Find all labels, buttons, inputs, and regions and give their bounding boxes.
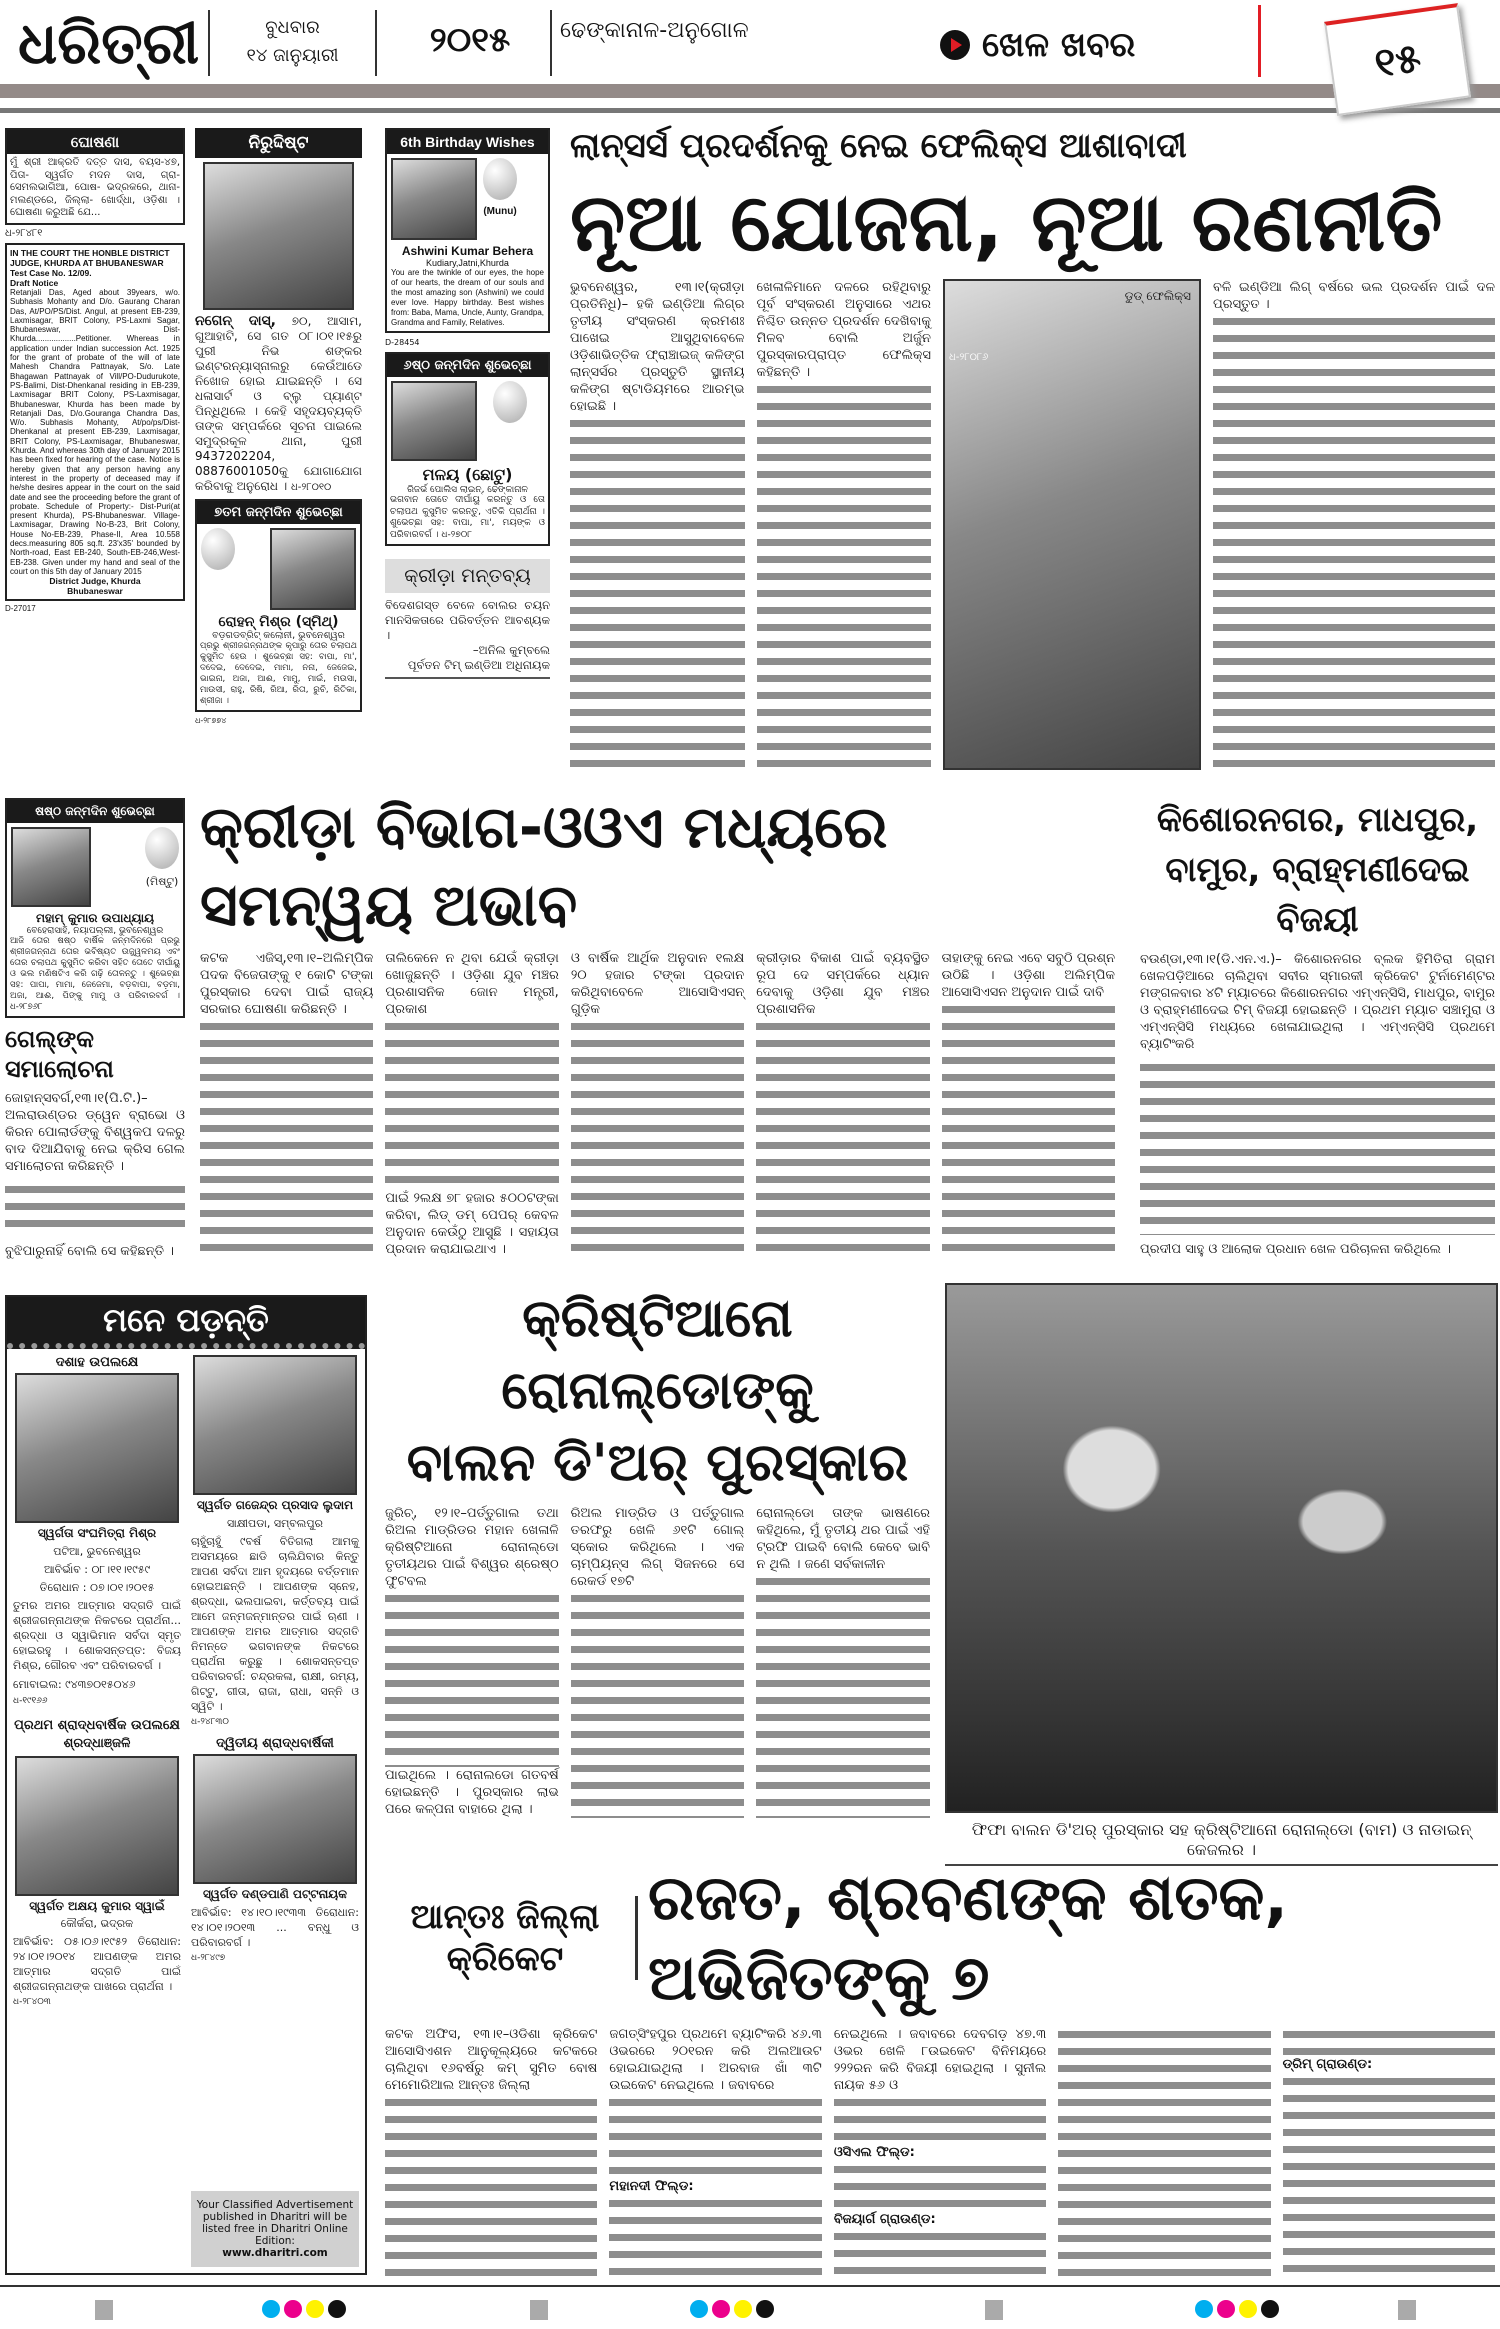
weekday: ବୁଧବାର — [265, 17, 320, 38]
registration-mark — [985, 2300, 1003, 2320]
cmyk-marks — [1195, 2300, 1279, 2318]
ad-ref: ଧ-୨୮୭୬୮ — [10, 1002, 43, 1012]
subhead: ମହାନଦୀ ଫିଲ୍ଡ: — [609, 2178, 694, 2194]
kicker-line-1: ଆନ୍ତଃ ଜିଲ୍ଲା — [410, 1897, 600, 1937]
ad-ref: ଧ-୨୭୦୮ — [441, 529, 472, 540]
text-lines — [834, 2161, 1046, 2211]
person-photo — [15, 1373, 179, 1523]
subhead: ଓସିଏଲ ଫିଲ୍ଡ: — [833, 2145, 915, 2160]
story2-last: ପାଇଁ ୨ଲକ୍ଷ ୭୮ ହଜାର ୫୦୦ଟଙ୍କା କରିବା, ଲିଡ୍ ଡମ୍ ପେପର୍ କେବଳ ଅନୁଦାନ କେଉଁଠୁ ଆସୁଛି । ସହାୟତା ପ୍ରଦାନ କରାଯାଇଥାଏ । — [385, 1191, 559, 1257]
story5-last: ପାଇଥିଲେ । ରୋନାଲଡୋ ଗତବର୍ଷ ହୋଇଛନ୍ତି । ପୁରସ୍କାର ଲାଭ ପରେ କଳ୍ପନା ବାହାରେ ଥିଲା । — [385, 1768, 559, 1817]
newspaper-logo: ଧରିତ୍ରୀ — [18, 9, 200, 77]
story5 — [385, 1283, 930, 1818]
person-photo — [193, 1355, 357, 1495]
text-lines — [1213, 313, 1495, 770]
story1-headline: ନୂଆ ଯୋଜନା, ନୂଆ ରଣନୀତି — [570, 176, 1443, 269]
memorial-text: ତୁମର ଅମର ଆତ୍ମାର ସଦ୍‌ଗତି ପାଇଁ ଶ୍ରୀଜଗନ୍ନାଥଙ୍କ ନିକଟରେ ପ୍ରାର୍ଥନା... ଶ୍ରଦ୍ଧା ଓ ସ୍ୱାଭିମାନ ସର୍ବଦା ସ୍ମୃତ ହୋଇରହୁ । ଶୋକସନ୍ତପ୍ତ: ବିଜୟ ମିଶ୍ର, ଗୌରବ ଏବଂ ପରିବାରବର୍ଗ । — [13, 1599, 181, 1672]
text-lines — [834, 2228, 1046, 2278]
child-place: ରିଜର୍ଭ ପୋଲିସ ଲାଇନ୍, ଢେଙ୍କାନାଳ — [407, 485, 528, 495]
text-lines — [756, 1018, 929, 1258]
missing-text — [195, 314, 362, 495]
person-name: ସ୍ୱର୍ଗତ ଗଜେନ୍ଦ୍ର ପ୍ରସାଦ ଲୁଦାମ — [196, 1498, 354, 1512]
story2-col5: ତାହାଙ୍କୁ ନେଇ ଏବେ ସବୁଠି ପ୍ରଶ୍ନ ଉଠିଛି । ଓଡ଼ିଶା ଅଲିମ୍ପିକ ଆସୋସିଏସନ ଅନୁଦାନ ପାଇଁ ଦାବି — [941, 951, 1116, 1000]
ad-text — [7, 936, 183, 1016]
story4-last: ବୁଝିପାରୁନାହିଁ ବୋଲି ସେ କହିଛନ୍ତି । — [5, 1244, 174, 1259]
subhead: ଡ୍ରିମ୍ ଗ୍ରାଉଣ୍ଡ: — [1282, 2057, 1373, 2072]
person-photo — [193, 1754, 357, 1884]
story6-col3: ନେଇଥିଲେ । ଜବାବରେ ଦେବଗଡ଼ ୪୭.୩ ଓଭର ଖେଳି ୮ଉଇକେଟ ବିନିମୟରେ ୨୨୨ରନ କରି ବିଜୟୀ ହୋଇଥିଲା । ସୁନୀଲ ନାୟକ ୫୬ ଓ — [833, 2027, 1047, 2093]
story6 — [385, 1858, 1495, 2278]
nickname: (ମିଷ୍ଟୁ) — [145, 875, 179, 888]
text-lines — [609, 2195, 821, 2279]
photo-caption: ଫିଫା ବାଲନ ଡି'ଅର୍ ପୁରସ୍କାର ସହ କ୍ରିଷ୍ଟିଆନୋ ରୋନାଲ୍ଡୋ (ବାମ) ଓ ନାଡାଇନ୍ କେଜଲର । — [945, 1820, 1498, 1866]
magenta-dot — [284, 2300, 302, 2318]
black-dot — [1261, 2300, 1279, 2318]
occasion: ଦ୍ୱିତୀୟ ଶ୍ରାଦ୍ଧବାର୍ଷିକୀ — [216, 1736, 334, 1751]
death-date: ତିରୋଧାନ : ୦୭।୦୧।୨୦୧୫ — [39, 1581, 155, 1594]
story2-col4: କ୍ରୀଡ଼ାର ବିକାଶ ପାଇଁ ବ୍ୟବସ୍ଥିତ ରୂପ ଦେ ସମ୍ପର୍କରେ ଧ୍ୟାନ ଦେବାକୁ ଓଡ଼ିଶା ଯୁବ ମଞ୍ଚର ପ୍ରଶାସନିକ — [756, 951, 930, 1017]
left-column-row2 — [5, 798, 185, 1260]
story5-headline — [385, 1283, 930, 1499]
text-lines — [609, 2094, 821, 2178]
text-lines — [834, 2094, 1046, 2144]
notice-type: Draft Notice — [10, 278, 59, 288]
signature-place: Bhubaneswar — [67, 586, 123, 597]
memorial-text: ଆବିର୍ଭାବ: ୧୪।୧୦।୧୯୩୩ ତିରୋଧାନ: ୧୪।୦୧।୨୦୧୩ ... ବନ୍ଧୁ ଓ ପରିବାରବର୍ଗ । — [191, 1906, 359, 1949]
memorial-text: ଚାହୁଁଚାହୁଁ ୯ବର୍ଷ ବିତିଗଲା ଆମକୁ ଅସମୟରେ ଛାଡି ଚାଲିଯିବାର କିନ୍ତୁ ଆପଣ ସର୍ବଦା ଆମ ହୃଦୟରେ ବର୍ତ୍ତମାନ ହୋଇଅଛନ୍ତି । ଆପଣଙ୍କ ସ୍ନେହ, ଶ୍ରଦ୍ଧା, ଭଲପାଇବା, କର୍ତ୍ତବ୍ୟ ପାଇଁ ଆମେ ଜନ୍ମଜନ୍ମାନ୍ତର ପାଇଁ ଋଣୀ । ଆପଣଙ୍କ ଅମର ଆତ୍ମାର ସଦ୍‌ଗତି ନିମନ୍ତେ ଭଗବାନଙ୍କ ନିକଟରେ ପ୍ରାର୍ଥନା କରୁଛୁ । ଶୋକସନ୍ତପ୍ତ ପରିବାରବର୍ଗ: ଚନ୍ଦ୍ରକଳା, ରାକ୍ଷୀ, ରମ୍ୟ, ଗିଟ୍ଟୁ, ଗୀତା, ରାଜା, ରାଧା, ସନ୍ନି ଓ ସ୍ୱିଟି । — [191, 1535, 359, 1713]
balloon-icon — [201, 528, 235, 570]
ad-ref: ଧ-୨୪୮୩୦ — [191, 1717, 229, 1727]
child-photo — [391, 158, 477, 240]
quote-text: ବିଦେଶଗସ୍ତ ବେଳେ ବୋଲର ଚୟନ ମାନସିକତାରେ ପରିବର୍ତ୍ତନ ଆବଶ୍ୟକ । — [385, 598, 550, 642]
story2-col3: ଓ ବାର୍ଷିକ ଆର୍ଥିକ ଅନୁଦାନ ୧ଲକ୍ଷ ୨୦ ହଜାର ଟଙ୍କା ପ୍ରଦାନ କରିଥିବାବେଳେ ଆସୋସିଏସନ୍ ଗୁଡ଼ିକ — [570, 951, 745, 1017]
person-place: କୌର୍କରା, ଭଦ୍ରକ — [60, 1917, 134, 1930]
child-place: ବେହେରାସାହି, ନୟାପଲ୍ଲୀ, ଭୁବନେଶ୍ୱର — [26, 926, 164, 936]
text-lines — [570, 415, 745, 770]
birthday-ad-7th — [195, 499, 362, 712]
child-place: ବଡ଼ଗଡବ୍ରିଟ୍ କଲୋନୀ, ଭୁବନେଶ୍ୱର — [212, 630, 345, 641]
story5-col2: ରିଅଲ ମାଡ୍ରିଡ ଓ ପର୍ତ୍ତୁଗାଲ ତରଫରୁ ଖେଳି ୬୧ଟି ଗୋଲ୍ ସ୍କୋର କରିଥିଲେ । ଏକ ଚାମ୍ପିୟନ୍ସ ଲିଗ୍ ସିଜନରେ ସେ ରେକର୍ଡ ୧୭ଟି — [570, 1506, 745, 1589]
story3-text: ବଉଣ୍ଡା,୧୩।୧(ଡି.ଏନ.ଏ.)– କିଶୋରନଗର ବ୍ଲକ ହିମିତିରା ଗ୍ରାମ ଖେଳପଡ଼ିଆରେ ଚାଲିଥିବା ସବୀର ସ୍ମାରକୀ କ୍ରିକେଟ ଟୁର୍ନାମେଣ୍ଟର ମଙ୍ଗଳବାର ୪ଟି ମ୍ୟାଚରେ କିଶୋରନଗର ଏମ୍ଏନ୍‌ସିସି, ମାଧପୁର, ବାମୁର ଓ ବ୍ରାହ୍ମଣୀଦେଇ ଟିମ୍ ବିଜୟୀ ହୋଇଛନ୍ତି । ପ୍ରଥମ ମ୍ୟାଚ ସଞ୍ଚାମୁରା ଓ ଏମ୍ଏନ୍‌ସିସି ମଧ୍ୟରେ ଖେଳାଯାଇଥିଲା । ଏମ୍ଏନ୍‌ସିସି ପ୍ରଥମେ ବ୍ୟାଟିଂକରି — [1140, 952, 1495, 1052]
photo-row — [7, 823, 183, 911]
birth-date: ଆବିର୍ଭାବ : ୦୮।୧୧।୧୯୫୯ — [43, 1563, 151, 1576]
text-lines — [385, 2094, 597, 2278]
ad-ref: D-28454 — [385, 338, 420, 347]
page-number: ୧୫ — [1324, 3, 1471, 116]
column-2 — [195, 128, 362, 788]
registration-mark — [1398, 2300, 1416, 2320]
missing-person-photo — [203, 162, 354, 310]
divider — [208, 10, 210, 76]
story6-header — [385, 1858, 1495, 2018]
ad-text: ମୁଁ ଶ୍ରୀ ଆକ୍ରତି ଦତ୍ତ ଦାସ, ବୟସ-୪୭, ପିତା- ସ୍ୱର୍ଗତ ମଦନ ଦାସ, ଗ୍ରା- ସେମଲଭାଗିଆ, ପୋଷ- ଭଦ୍ରକରେ, ଥାନା- ମଲଣ୍ଡରେ, ଜିଲ୍ଲା- ଖୋର୍ଦ୍ଧା, ଓଡ଼ିଶା । ଘୋଷଣା କରୁଅଛି ଯେ... — [10, 157, 180, 218]
nickname: (Munu) — [483, 206, 517, 217]
play-bullet-icon — [940, 30, 970, 60]
masthead-rule — [0, 108, 1500, 113]
person-name: ସ୍ୱର୍ଗତା ସଂଘମିତ୍ରା ମିଶ୍ର — [37, 1526, 157, 1540]
text-lines — [1140, 1059, 1495, 1235]
story3-last: ପ୍ରଦୀପ ସାହୁ ଓ ଆଲୋକ ପ୍ରଧାନ ଖେଳ ପରିଚାଳନା କରିଥିଲେ । — [1140, 1242, 1451, 1257]
child-name: ରୋହନ୍ ମିଶ୍ର (ସ୍ମିଥ୍) — [218, 614, 339, 630]
text-lines — [942, 1001, 1115, 1258]
ad-text: You are the twinkle of our eyes, the hope of our hearts, the dream of our souls and the most amazing son (Ashwini) we could ever love. Happy birthday. Best wishes from: Baba, Mama, Uncle, Aunty, Grandpa, Grandma and Family, Relatives. — [391, 268, 544, 327]
cyan-dot — [262, 2300, 280, 2318]
court-notice-ad — [5, 243, 185, 601]
story6-kicker — [385, 1896, 625, 1980]
divider — [550, 10, 552, 76]
story1-col1: ଭୁବନେଶ୍ୱର, ୧୩।୧(କ୍ରୀଡ଼ା ପ୍ରତିନିଧି)– ହକି ଇଣ୍ଡିଆ ଲିଗ୍‌ର ତୃତୀୟ ସଂସ୍କରଣ କ୍ରମଶଃ ପାଖେଇ ଆସୁଥିବାବେଳେ ଓଡ଼ିଶାଭିତ୍ତିକ ଫ୍ରାଞ୍ଚାଇଜ୍ କଳିଙ୍ଗ ଲାନ୍ସର୍ସର ପ୍ରସ୍ତୁତି ସ୍ଥାନୀୟ କଳିଙ୍ଗ ଷ୍ଟାଡିୟମରେ ଆରମ୍ଭ ହୋଇଛି । — [570, 280, 745, 414]
cmyk-marks — [690, 2300, 774, 2318]
edition-name: ଢେଙ୍କାନାଳ-ଅନୁଗୋଳ — [560, 18, 749, 43]
sports-quote — [385, 598, 550, 679]
story2-headline: କ୍ରୀଡ଼ା ବିଭାଗ-ଓଓଏ ମଧ୍ୟରେ ସମନ୍ୱୟ ଅଭାବ — [200, 793, 888, 939]
section-label: ଖେଳ ଖବର — [982, 25, 1136, 65]
promo-url[interactable]: www.dharitri.com — [222, 2247, 328, 2259]
child-photo — [391, 381, 477, 461]
column-1 — [5, 128, 185, 793]
registration-mark — [530, 2300, 548, 2320]
ronaldo-photo — [945, 1283, 1498, 1813]
story5-col3: ରୋନାଲ୍‌ଡୋ ତାଙ୍କ ଭାଷଣରେ କହିଥିଲେ, ମୁଁ ତୃତୀୟ ଥର ପାଇଁ ଏହି ଟ୍ରଫି ପାଇବି ବୋଲି କେବେ ଭାବି ନ ଥିଲି । ଜଣେ ସର୍ବକାଳୀନ — [756, 1506, 931, 1572]
story2-col2: ତାଲିକେନେ ନ ଥିବା ଯେଉଁ କ୍ରୀଡ଼ା ଖୋଜୁଛନ୍ତି । ଓଡ଼ିଶା ଯୁବ ମଞ୍ଚର ପ୍ରଶାସନିକ ଜୋନ ମନ୍ତ୍ରୀ, ପ୍ରକାଶ — [385, 951, 559, 1017]
text-lines — [200, 1018, 373, 1258]
ad-title: ଘୋଷଣା — [7, 130, 183, 154]
child-place: Kudiary,Jatni,Khurda — [426, 258, 509, 268]
red-rule — [1258, 5, 1261, 77]
yellow-dot — [734, 2300, 752, 2318]
date-block — [215, 14, 370, 70]
ad-text — [387, 495, 548, 544]
memorial-columns — [7, 1349, 365, 2273]
yellow-dot — [306, 2300, 324, 2318]
story6-col2: ଜଗତ୍‌ସିଂହପୁର ପ୍ରଥମେ ବ୍ୟାଟିଂକରି ୪୬.୩ ଓଭରରେ ୨୦୧ରନ କରି ଅଲଆଉଟ ହୋଇଯାଇଥିଲା । ଅରବାଜ ଖାଁ ୩ଟି ଉଇକେଟ ନେଇଥିଲେ । ଜବାବରେ — [609, 2027, 822, 2093]
magenta-dot — [1217, 2300, 1235, 2318]
birthday-wishes-ad — [385, 128, 550, 333]
year: ୨୦୧୫ — [429, 20, 511, 60]
masthead-bar — [0, 84, 1500, 98]
text-lines — [571, 1590, 745, 1818]
ad-title: ଷଷ୍ଠ ଜନ୍ମଦିନ ଶୁଭେଚ୍ଛା — [7, 800, 183, 823]
divider — [375, 10, 377, 76]
ad-ref: ଧ-୨୮୭୭୪ — [195, 716, 227, 725]
text-lines — [5, 1181, 185, 1237]
story3-headline: କିଶୋରନଗର, ମାଧପୁର, ବାମୁର, ବ୍ରାହ୍ମଣୀଦେଇ ବିଜୟୀ — [1156, 800, 1479, 940]
footer-rule — [0, 2285, 1500, 2287]
cmyk-marks — [262, 2300, 346, 2318]
birthday-ad-6th — [385, 352, 550, 546]
missing-title: ନିରୁଦ୍ଦିଷ୍ଟ — [195, 128, 362, 158]
text-lines — [757, 381, 932, 770]
promo-text: Your Classified Advertisement published in Dharitri will be listed free in Dharitri Online Edition: — [196, 2199, 354, 2247]
notice-body: Retanjali Das, Aged about 39years, w/o. Subhasis Mohanty and D/o. Gaurang Charan Das, At/PO/PS/Dist. Angul, at present EB-239, Laxmisagar, BRIT Colony, PS-Laxmi Sagar, Bhubaneswar, Dist-Khurda..................Petitioner. Whereas in application under Indian succession Act. 1925 for the grant of probate of the will of late Mahesh Chandra Pattnayak, S/o. Late Bhagawan Pattnayak of Vill/PO-Dudurukote, PS-Balimi, Dist-Dhenkanal residing in EB-239, Laxmisagar BRIT Colony, PS-Laxmisagar, Bhubaneswar, Khurda has been made by Retanjali Das, D/o.Gouranga Chandra Das, W/o. Subhasis Mohanty, At/po/ps/Dist-Dhenkanal at present EB-239, Laxmisagar, BRIT Colony, PS-Laxmisagar, Bhubaneswar, Khurda. And whereas 30th day of January 2015 has been fixed for hearing of the case. Notice is hereby given that any person having any interest in the property of deceased may if he/she desires appear in the court on the said date and see the proceeding before the grant of probate. Schedule of Property:- Dist-Puri(at present Khurda), PS-Bhubaneswar. Village-Laxmisagar, Drawing No-B-23, Brit Colony, House No-EB-239, Phase-II, Area 10.558 decs.measuring 805 sq.ft. 23'x35' bounded by North-road, East EB-240, South-EB-246,West-EB-238. Given under my hand and seal of the court on this 5th day of January 2015 — [10, 288, 180, 576]
photo-row — [387, 377, 548, 465]
person-place: ସାକ୍ଷୀପଡା, ସମ୍ବଲପୁର — [227, 1517, 323, 1530]
birthday-ad-6th-b — [5, 798, 185, 1018]
balloon-icon — [493, 381, 527, 423]
sports-quote-title: କ୍ରୀଡ଼ା ମନ୍ତବ୍ୟ — [385, 559, 550, 593]
ad-body: ଭଗବାନ ତୋତେ ଦୀର୍ଘାୟୁ କରନ୍ତୁ ଓ ତୋ ଚଲାପଥ କୁସୁମିତ କରନ୍ତୁ, ଏତିକି ପ୍ରାର୍ଥନା । ଶୁଭେଚ୍ଛା ସହ: ବାପା, ମା', ମୟଙ୍କ ଓ ପରିବାରବର୍ଗ । — [390, 495, 545, 540]
text-lines — [1283, 2026, 1495, 2056]
person-place: ପଟିଆ, ଭୁବନେଶ୍ୱର — [53, 1545, 141, 1558]
missing-name: ନଗେନ୍ ଦାସ୍, — [195, 313, 276, 329]
person-name: ସ୍ୱର୍ଗତ ଅକ୍ଷୟ କୁମାର ସ୍ୱାଇଁ — [29, 1899, 165, 1913]
photo-row — [197, 524, 360, 614]
felix-photo — [943, 279, 1201, 770]
person-photo — [15, 1756, 179, 1896]
occasion: ପ୍ରଥମ ଶ୍ରାଦ୍ଧବାର୍ଷିକ ଉପଲକ୍ଷେ ଶ୍ରଦ୍ଧାଞ୍ଜଳି — [14, 1718, 180, 1751]
occasion: ଦଶାହ ଉପଲକ୍ଷେ — [55, 1355, 139, 1370]
story1-col3: ବଳି ଇଣ୍ଡିଆ ଲିଗ୍ ବର୍ଷରେ ଭଲ ପ୍ରଦର୍ଶନ ପାଇଁ ଦଳ ପ୍ରସ୍ତୁତ । — [1213, 280, 1495, 312]
section-title — [940, 25, 1250, 65]
ad-ref: ଧ-୨୮୪୦୩ — [13, 1997, 51, 2007]
story5-col1: ଜୁରିଚ୍, ୧୨।୧–ପର୍ତ୍ତୁଗାଲ ତଥା ରିଅଲ ମାଡ୍ରିଡର ମହାନ ଖେଳାଳି କ୍ରିଷ୍ଟିଆନୋ ରୋନାଲ୍‌ଡୋ ତୃତୀୟଥର ପାଇଁ ବିଶ୍ୱର ଶ୍ରେଷ୍ଠ ଫୁଟବଲ — [385, 1506, 559, 1589]
ad-body: ଆଜି ତୋର ଷଷ୍ଠ ବାର୍ଷିକ ଜନ୍ମଦିନରେ ପ୍ରଭୁ ଶ୍ରୀଜଗନ୍ନାଥ ତୋର ଭବିଷ୍ୟତ ଉଜ୍ଜ୍ୱଳମୟ ଏବଂ ତୋର ଚଲାପଥ କୁସୁମିତ କରିବା ସହିତ ତୋତେ ଦୀର୍ଘାୟୁ ଓ ଭଲ ମଣିଷଟିଏ କରି ଗଢ଼ି ତୋଳନ୍ତୁ । ଶୁଭେଚ୍ଛା ସହ: ପାପା, ମାମା, ଜେଜେମା, ବଡ଼ବାପା, ବଡ଼ମା, ଅଜା, ଆଈ, ପିଙ୍କୁ ମାମୁ ଓ ପରିବାରବର୍ଗ । — [10, 936, 180, 1001]
headline-line-2: ବାଲନ ଡି'ଅର୍ ପୁରସ୍କାର — [406, 1433, 909, 1493]
black-dot — [756, 2300, 774, 2318]
text-lines — [1283, 2073, 1495, 2278]
quote-author: –ଅନିଲ କୁମ୍ବଲେ — [472, 643, 550, 657]
cyan-dot — [1195, 2300, 1213, 2318]
date: ୧୪ ଜାନୁୟାରୀ — [246, 45, 339, 66]
story2-col1: କଟକ ଏଜିସ୍,୧୩।୧–ଅଲିମ୍ପିକ ପଦକ ବିଜେତାଙ୍କୁ ୧ କୋଟି ଟଙ୍କା ପୁରସ୍କାର ଦେବା ପାଇଁ ରାଜ୍ୟ ସରକାର ଘୋଷଣା କରିଛନ୍ତି । — [200, 951, 374, 1017]
quote-author-role: ପୂର୍ବତନ ଟିମ୍ ଇଣ୍ଡିଆ ଅଧିନାୟକ — [407, 658, 550, 672]
ad-text: ପ୍ରଭୁ ଶ୍ରୀଜଗନ୍ନାଥଙ୍କ କୃପାରୁ ତୋର ଚଲାପଥ କୁସୁମିତ ହେଉ । ଶୁଭେଚ୍ଛା ସହ: ବାପା, ମା', ଦଦେଇ, ଦେଦେଇ, ମାମା, ନନା, ଜେଜେଇ, ଭାଇନା, ଅଜା, ଆଈ, ମାମୁ, ମାଇଁ, ମଉସା, ମାଉସୀ, ରାହୁ, ରିଷି, ରିଆ, ରିତା, ରୁଚି, ରିତିକା, ଶ୍ରୀଜା । — [200, 641, 357, 706]
story6-col1: କଟକ ଅଫିସ, ୧୩।୧–ଓଡିଶା କ୍ରିକେଟ ଆସୋସିଏଶନ ଆନୁକୂଲ୍ୟରେ କଟକରେ ଚାଲିଥିବା ୧୬ବର୍ଷରୁ କମ୍ ସୁମିତ ବୋଷ ମେମୋରିଆଲ ଆନ୍ତଃ ଜିଲ୍ଲା — [385, 2027, 598, 2093]
child-photo — [270, 528, 356, 610]
magenta-dot — [712, 2300, 730, 2318]
story2-body — [200, 950, 1115, 1258]
story2 — [200, 788, 1115, 1258]
story5-body — [385, 1505, 930, 1818]
mobile: ମୋବାଇଲ: ୯୪୩୭୦୧୫୦୪୬ — [13, 1678, 136, 1691]
classified-promo — [191, 2191, 359, 2267]
ad-ref: ଧ-୨୮୪୮୧ — [5, 227, 43, 239]
ad-ref: D-27017 — [5, 604, 36, 614]
story4-text: ଜୋହାନ୍ସବର୍ଗ,୧୩।୧(ପି.ଟି.)– ଅଲରାଉଣ୍ଡର ଡ୍ୱେନ ବ୍ରାଭୋ ଓ କିରନ ପୋଲାର୍ଡଙ୍କୁ ବିଶ୍ୱକପ ଦଳରୁ ବାଦ ଦିଆଯିବାକୁ ନେଇ କ୍ରିସ ଗେଲ ସମାଲୋଚନା କରିଛନ୍ତି । — [5, 1091, 185, 1174]
ad-title: 6th Birthday Wishes — [387, 130, 548, 154]
memorial-text: ଆବିର୍ଭାବ: ୦୫।୦୬।୧୯୫୨ ତିରୋଧାନ: ୨୪।୦୧।୨୦୧୪ ଆପଣଙ୍କ ଅମର ଆତ୍ମାର ସଦ୍‌ଗତି ପାଇଁ ଶ୍ରୀଜଗନ୍ନାଥଙ୍କ ପାଖରେ ପ୍ରାର୍ଥନା । — [13, 1935, 181, 1993]
announcement-ad — [5, 128, 185, 225]
story1 — [570, 125, 1495, 770]
signature: District Judge, Khurda — [49, 576, 141, 587]
photo-ref: ଧ-୨୮୦୮୬ — [949, 352, 989, 363]
memorial-left — [13, 1355, 181, 2267]
ad-ref: ଧ-୧୯୧୬୬ — [13, 1696, 48, 1706]
memorial-ads — [5, 1295, 367, 2275]
story4-headline: ଗେଲ୍‌ଙ୍କ ସମାଲୋଚନା — [5, 1025, 114, 1083]
memorial-right — [191, 1355, 359, 2267]
story6-headline: ରଜତ, ଶ୍ରବଣଙ୍କ ଶତକ, ଅଭିଜିତଙ୍କୁ ୭ — [648, 1861, 1288, 2014]
story1-kicker: ଲାନ୍ସର୍ସ ପ୍ରଦର୍ଶନକୁ ନେଇ ଫେଲିକ୍ସ ଆଶାବାଦୀ — [570, 126, 1187, 166]
subhead: ବିଜୟାର୍ଗ ଗ୍ରାଉଣ୍ଡ: — [833, 2212, 936, 2227]
balloon-icon — [483, 158, 517, 200]
text-lines — [571, 1018, 744, 1258]
balloon-icon — [145, 827, 179, 869]
story3 — [1140, 795, 1495, 1258]
ad-title: ୭ତମ ଜନ୍ମଦିନ ଶୁଭେଚ୍ଛା — [197, 501, 360, 524]
text-lines — [756, 1573, 930, 1818]
divider — [635, 1896, 638, 1980]
photo-label: ଡୁଡ୍ ଫେଲିକ୍ସ — [1124, 289, 1191, 303]
missing-description: ୭୦, ଆସାମ, ଗୁଆହାଟି, ସେ ଗତ ୦୮।୦୧।୧୫ରୁ ପୁରୀ ନିଭ ଶଙ୍କର ଇଣ୍ଟରନ୍ୟାସ୍‌ନାଲରୁ କେଉଁଆଡେ ନିଖୋଜ ହୋଇ ଯାଇଛନ୍ତି । ସେ ଧଳାସାର୍ଟ ଓ ବ୍ଲୁ ପ୍ୟାଣ୍ଟ ପିନ୍ଧିଥିଲେ । କେହି ସହୃଦୟବ୍ୟକ୍ତି ତାଙ୍କ ସମ୍ପର୍କରେ ସୂଚନା ପାଇଲେ ସମୁଦ୍ରକୂଳ ଥାନା, ପୁରୀ 9437202204, 08876001050କୁ ଯୋଗାଯୋଗ କରିବାକୁ ଅନୁରୋଧ । — [195, 314, 362, 493]
ad-ref: ଧ-୨୮୪୯୭ — [191, 1953, 226, 1963]
child-photo — [11, 827, 91, 907]
registration-mark — [95, 2300, 113, 2320]
child-name: Ashwini Kumar Behera — [401, 244, 534, 258]
ad-ref: ଧ-୨୮୦୧୦ — [291, 482, 332, 493]
case-number: Test Case No. 12/09. — [10, 268, 92, 278]
column-3 — [385, 128, 550, 768]
person-name: ସ୍ୱର୍ଗତ ଦଣ୍ଡପାଣି ପଟ୍ଟନାୟକ — [202, 1887, 348, 1901]
ad-title: ୬ଷ୍ଠ ଜନ୍ମଦିନ ଶୁଭେଚ୍ଛା — [387, 354, 548, 377]
story6-body — [385, 2026, 1495, 2278]
black-dot — [328, 2300, 346, 2318]
headline-line-1: କ୍ରିଷ୍ଟିଆନୋ ରୋନାଲ୍‌ଡୋଙ୍କୁ — [501, 1289, 814, 1421]
child-name: ମଳୟ (ଛୋଟୁ) — [422, 465, 513, 484]
story1-col2: ଖେଳାଳିମାନେ ଦଳରେ ରହିଥିବାରୁ ପୂର୍ବ ସଂସ୍କରଣ ଅନୁସାରେ ଏଥର ନିଶ୍ଚିତ ଉନ୍ନତ ପ୍ରଦର୍ଶନ ଦେଖିବାକୁ ମିଳବ ବୋଲି ଅର୍ଜୁନ ପୁରସ୍କାରପ୍ରାପ୍ତ ଫେଲିକ୍ସ କହିଛନ୍ତି । — [756, 280, 931, 380]
kicker-line-2: କ୍ରିକେଟ — [446, 1939, 564, 1979]
text-lines — [1058, 2026, 1270, 2278]
story1-body — [570, 279, 1495, 770]
memorial-title: ମନେ ପଡ଼ନ୍ତି — [7, 1297, 365, 1349]
cyan-dot — [690, 2300, 708, 2318]
child-name: ମହାମ୍ କୁମାର ଉପାଧ୍ୟାୟ — [35, 911, 155, 925]
text-lines — [385, 1018, 558, 1190]
photo-row — [387, 154, 548, 244]
court-heading: IN THE COURT THE HONBLE DISTRICT JUDGE, KHURDA AT BHUBANESWAR — [10, 248, 170, 268]
yellow-dot — [1239, 2300, 1257, 2318]
text-lines — [385, 1590, 559, 1767]
